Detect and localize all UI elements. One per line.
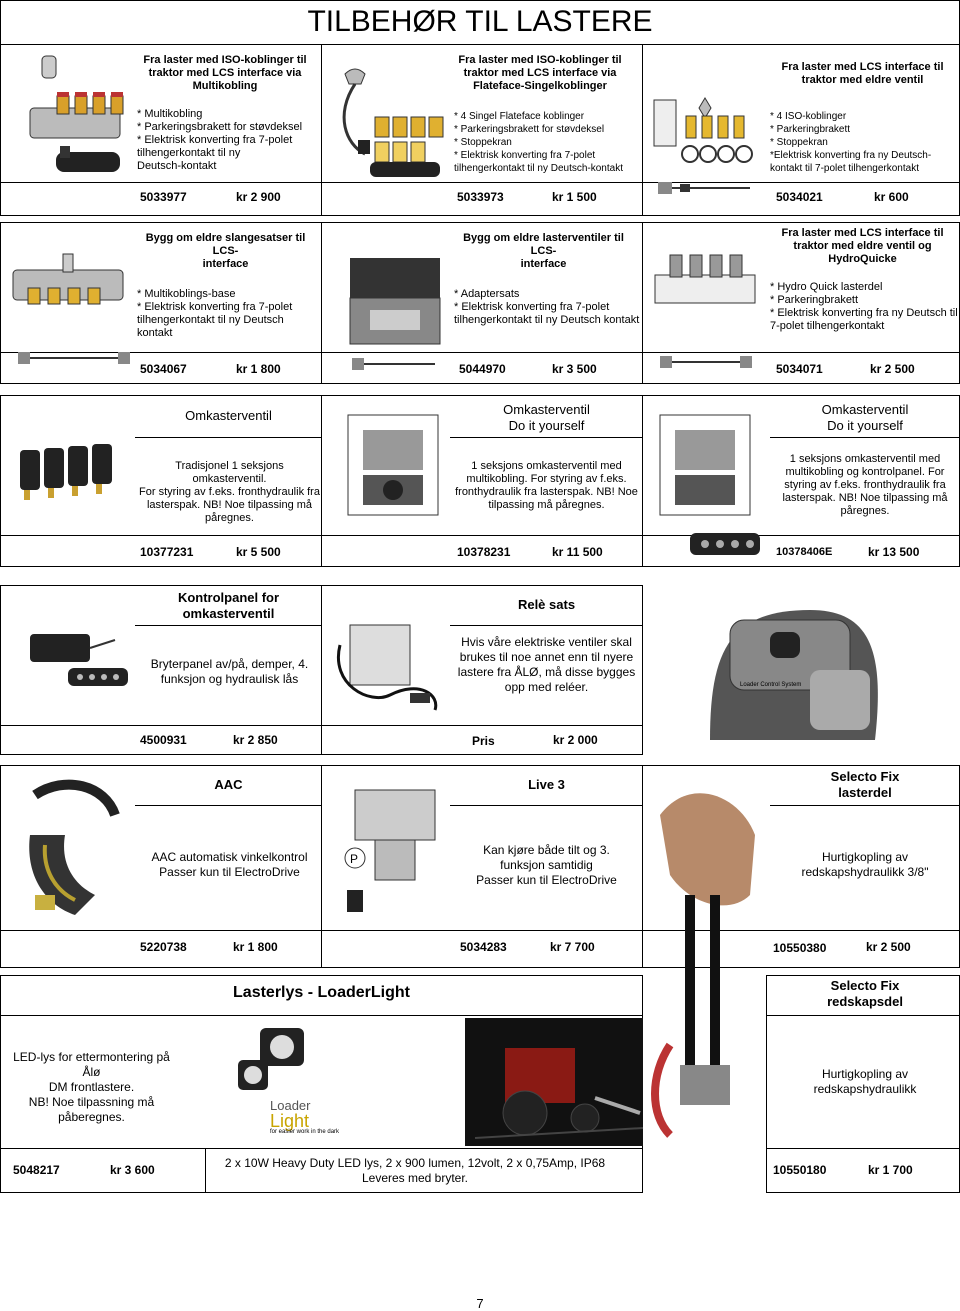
- row5-desc-1: AAC automatisk vinkelkontrol Passer kun til ElectroDrive: [151, 850, 308, 879]
- row6-header-3: Selecto Fix redskapsdel: [827, 978, 903, 1009]
- row5-desc-2: Kan kjøre både tilt og 3. funksjon samtidig Passer kun til ElectroDrive: [476, 843, 617, 887]
- row5-price-1: kr 1 800: [233, 940, 278, 954]
- row2-price-1: kr 1 800: [236, 362, 281, 376]
- row2-desc-3: * Hydro Quick lasterdel * Parkeringbrakett * Elektrisk konverting fra ny Deutsch til 7-polet tilhengerkontakt: [770, 281, 958, 332]
- row2-desc-1: * Multikoblings-base * Elektrisk konverting fra 7-polet tilhengerkontakt til ny Deutsch kontakt: [137, 288, 293, 339]
- flateface-couplers-image: [330, 62, 445, 182]
- row4-desc-1: Bryterpanel av/på, demper, 4. funksjon og hydraulisk lås: [150, 657, 309, 686]
- tractor-night-image: [465, 1018, 643, 1146]
- multicoupling-base-image: [8, 250, 133, 375]
- row3-price-2: kr 11 500: [552, 545, 603, 559]
- row3-art-3: 10378406E: [776, 546, 833, 558]
- row4-art-2: Pris: [472, 734, 495, 748]
- row3-desc-1: Tradisjonel 1 seksjons omkasterventil. For styring av f.eks. fronthydraulik fra lasterspak. NB! Noe tilpassing må påregnes.: [139, 460, 320, 524]
- row1-desc-2: * 4 Singel Flateface koblinger * Parkeringsbrakett for støvdeksel * Stoppekran * Elektrisk konverting fra 7-polet tilhengerkontakt til ny Deutsch-kontakt: [454, 111, 623, 174]
- row6-header-1: Lasterlys - LoaderLight: [233, 984, 410, 1001]
- diverter-valve-panel-image: [650, 405, 765, 565]
- row2-art-1: 5034067: [140, 362, 187, 376]
- relay-kit-image: [330, 605, 445, 720]
- row2-art-2: 5044970: [459, 362, 506, 376]
- row6-art-3: 10550180: [773, 1163, 827, 1177]
- row3-header-3: Omkasterventil Do it yourself: [821, 402, 909, 433]
- row3-desc-3: 1 seksjons omkasterventil med multikobling og kontrolpanel. For styring av f.eks. fronthydraulik fra lasterspak. NB! Noe tilpassing må påregnes.: [782, 453, 948, 517]
- row3-header-1: Omkasterventil: [185, 408, 272, 423]
- row3-header-2: Omkasterventil Do it yourself: [503, 402, 590, 433]
- row1-desc-1: * Multikobling * Parkeringsbrakett for støvdeksel * Elektrisk konverting fra 7-polet tilhengerkontakt til ny Deutsch-kontakt: [137, 108, 303, 172]
- row2-header-2: Bygg om eldre lasterventiler til LCS- interface: [463, 232, 624, 270]
- row6-art-1: 5048217: [13, 1163, 60, 1177]
- row5-price-3: kr 2 500: [866, 940, 911, 954]
- row1-header-2: Fra laster med ISO-koblinger til traktor med LCS interface via Flateface-Singelkoblinger: [458, 54, 622, 92]
- row1-header-1: Fra laster med ISO-koblinger til traktor med LCS interface via Multikobling: [143, 54, 307, 92]
- row4-art-1: 4500931: [140, 733, 187, 747]
- row2-price-2: kr 3 500: [552, 362, 597, 376]
- row3-price-3: kr 13 500: [868, 545, 920, 559]
- row2-header-1: Bygg om eldre slangesatser til LCS- interface: [145, 232, 306, 270]
- page-number: 7: [476, 1296, 484, 1311]
- row5-art-2: 5034283: [460, 940, 507, 954]
- row2-art-3: 5034071: [776, 362, 823, 376]
- row5-header-2: Live 3: [528, 777, 565, 792]
- row4-header-1: Kontrolpanel for omkasterventil: [177, 590, 280, 621]
- row5-header-3: Selecto Fix lasterdel: [830, 769, 900, 800]
- row1-art-3: 5034021: [776, 190, 823, 204]
- row6-footer: 2 x 10W Heavy Duty LED lys, 2 x 900 lumen, 12volt, 2 x 0,75Amp, IP68 Leveres med bryter.: [224, 1156, 606, 1185]
- row3-art-1: 10377231: [140, 545, 194, 559]
- row6-price-1: kr 3 600: [110, 1163, 155, 1177]
- row1-price-1: kr 2 900: [236, 190, 281, 204]
- diverter-valve-image: [10, 430, 130, 510]
- live3-valve-image: [335, 770, 450, 930]
- row6-desc-1: LED-lys for ettermontering på Ålø DM frontlastere. NB! Noe tilpassning må påberegnes.: [13, 1050, 170, 1124]
- row4-price-1: kr 2 850: [233, 733, 278, 747]
- hose-coupling-hand-image: [650, 775, 765, 1150]
- aac-sensor-image: [15, 775, 130, 925]
- loaderlight-logo: Loader Light for easier work in the dark: [270, 1098, 340, 1135]
- svg-text:P: P: [350, 852, 359, 866]
- row2-price-3: kr 2 500: [870, 362, 915, 376]
- row4-desc-2: Hvis våre elektriske ventiler skal brukes til noe annet enn til nyere lastere fra ÅLØ, må disse bygges opp med reléer.: [457, 635, 636, 694]
- adapter-set-image: [340, 250, 450, 378]
- row5-price-2: kr 7 700: [550, 940, 595, 954]
- row3-price-1: kr 5 500: [236, 545, 281, 559]
- multicoupler-image: [20, 52, 135, 182]
- row4-price-2: kr 2 000: [553, 733, 598, 747]
- control-panel-image: [20, 630, 130, 700]
- iso-couplers-kit-image: [650, 96, 765, 206]
- diverter-valve-diy-image: [338, 405, 450, 530]
- row2-header-3: Fra laster med LCS interface til traktor med eldre ventil og HydroQuicke: [781, 227, 944, 265]
- row2-desc-2: * Adaptersats * Elektrisk konverting fra 7-polet tilhengerkontakt til ny Deutsch kontakt: [454, 288, 640, 326]
- row3-desc-2: 1 seksjons omkasterventil med multikobling. For styring av f.eks. fronthydraulik fra lasterspak. NB! Noe tilpassing må påregnes.: [455, 460, 638, 511]
- row6-desc-3: Hurtigkopling av redskapshydraulikk: [813, 1067, 917, 1096]
- row3-art-2: 10378231: [457, 545, 511, 559]
- row5-header-1: AAC: [214, 777, 243, 792]
- row1-art-1: 5033977: [140, 190, 187, 204]
- led-lamp-image: [230, 1018, 320, 1103]
- page-title: TILBEHØR TIL LASTERE: [307, 5, 653, 38]
- row4-header-2: Relè sats: [517, 597, 576, 612]
- row5-art-1: 5220738: [140, 940, 187, 954]
- row5-art-3: 10550380: [773, 941, 827, 955]
- row1-price-3: kr 600: [874, 190, 909, 204]
- row1-art-2: 5033973: [457, 190, 504, 204]
- joystick-handle-image: [690, 590, 890, 755]
- handle-logo-text: Loader Control System: [740, 682, 802, 688]
- row6-price-3: kr 1 700: [868, 1163, 913, 1177]
- row1-header-3: Fra laster med LCS interface til traktor med eldre ventil: [781, 61, 944, 86]
- row5-desc-3: Hurtigkopling av redskapshydraulikk 3/8": [801, 850, 929, 879]
- hydroquick-set-image: [650, 250, 765, 375]
- row1-desc-3: * 4 ISO-koblinger * Parkeringbrakett * Stoppekran *Elektrisk konverting fra ny Deutsch- kontakt til 7-polet tilhengerkontakt: [770, 111, 932, 174]
- row1-price-2: kr 1 500: [552, 190, 597, 204]
